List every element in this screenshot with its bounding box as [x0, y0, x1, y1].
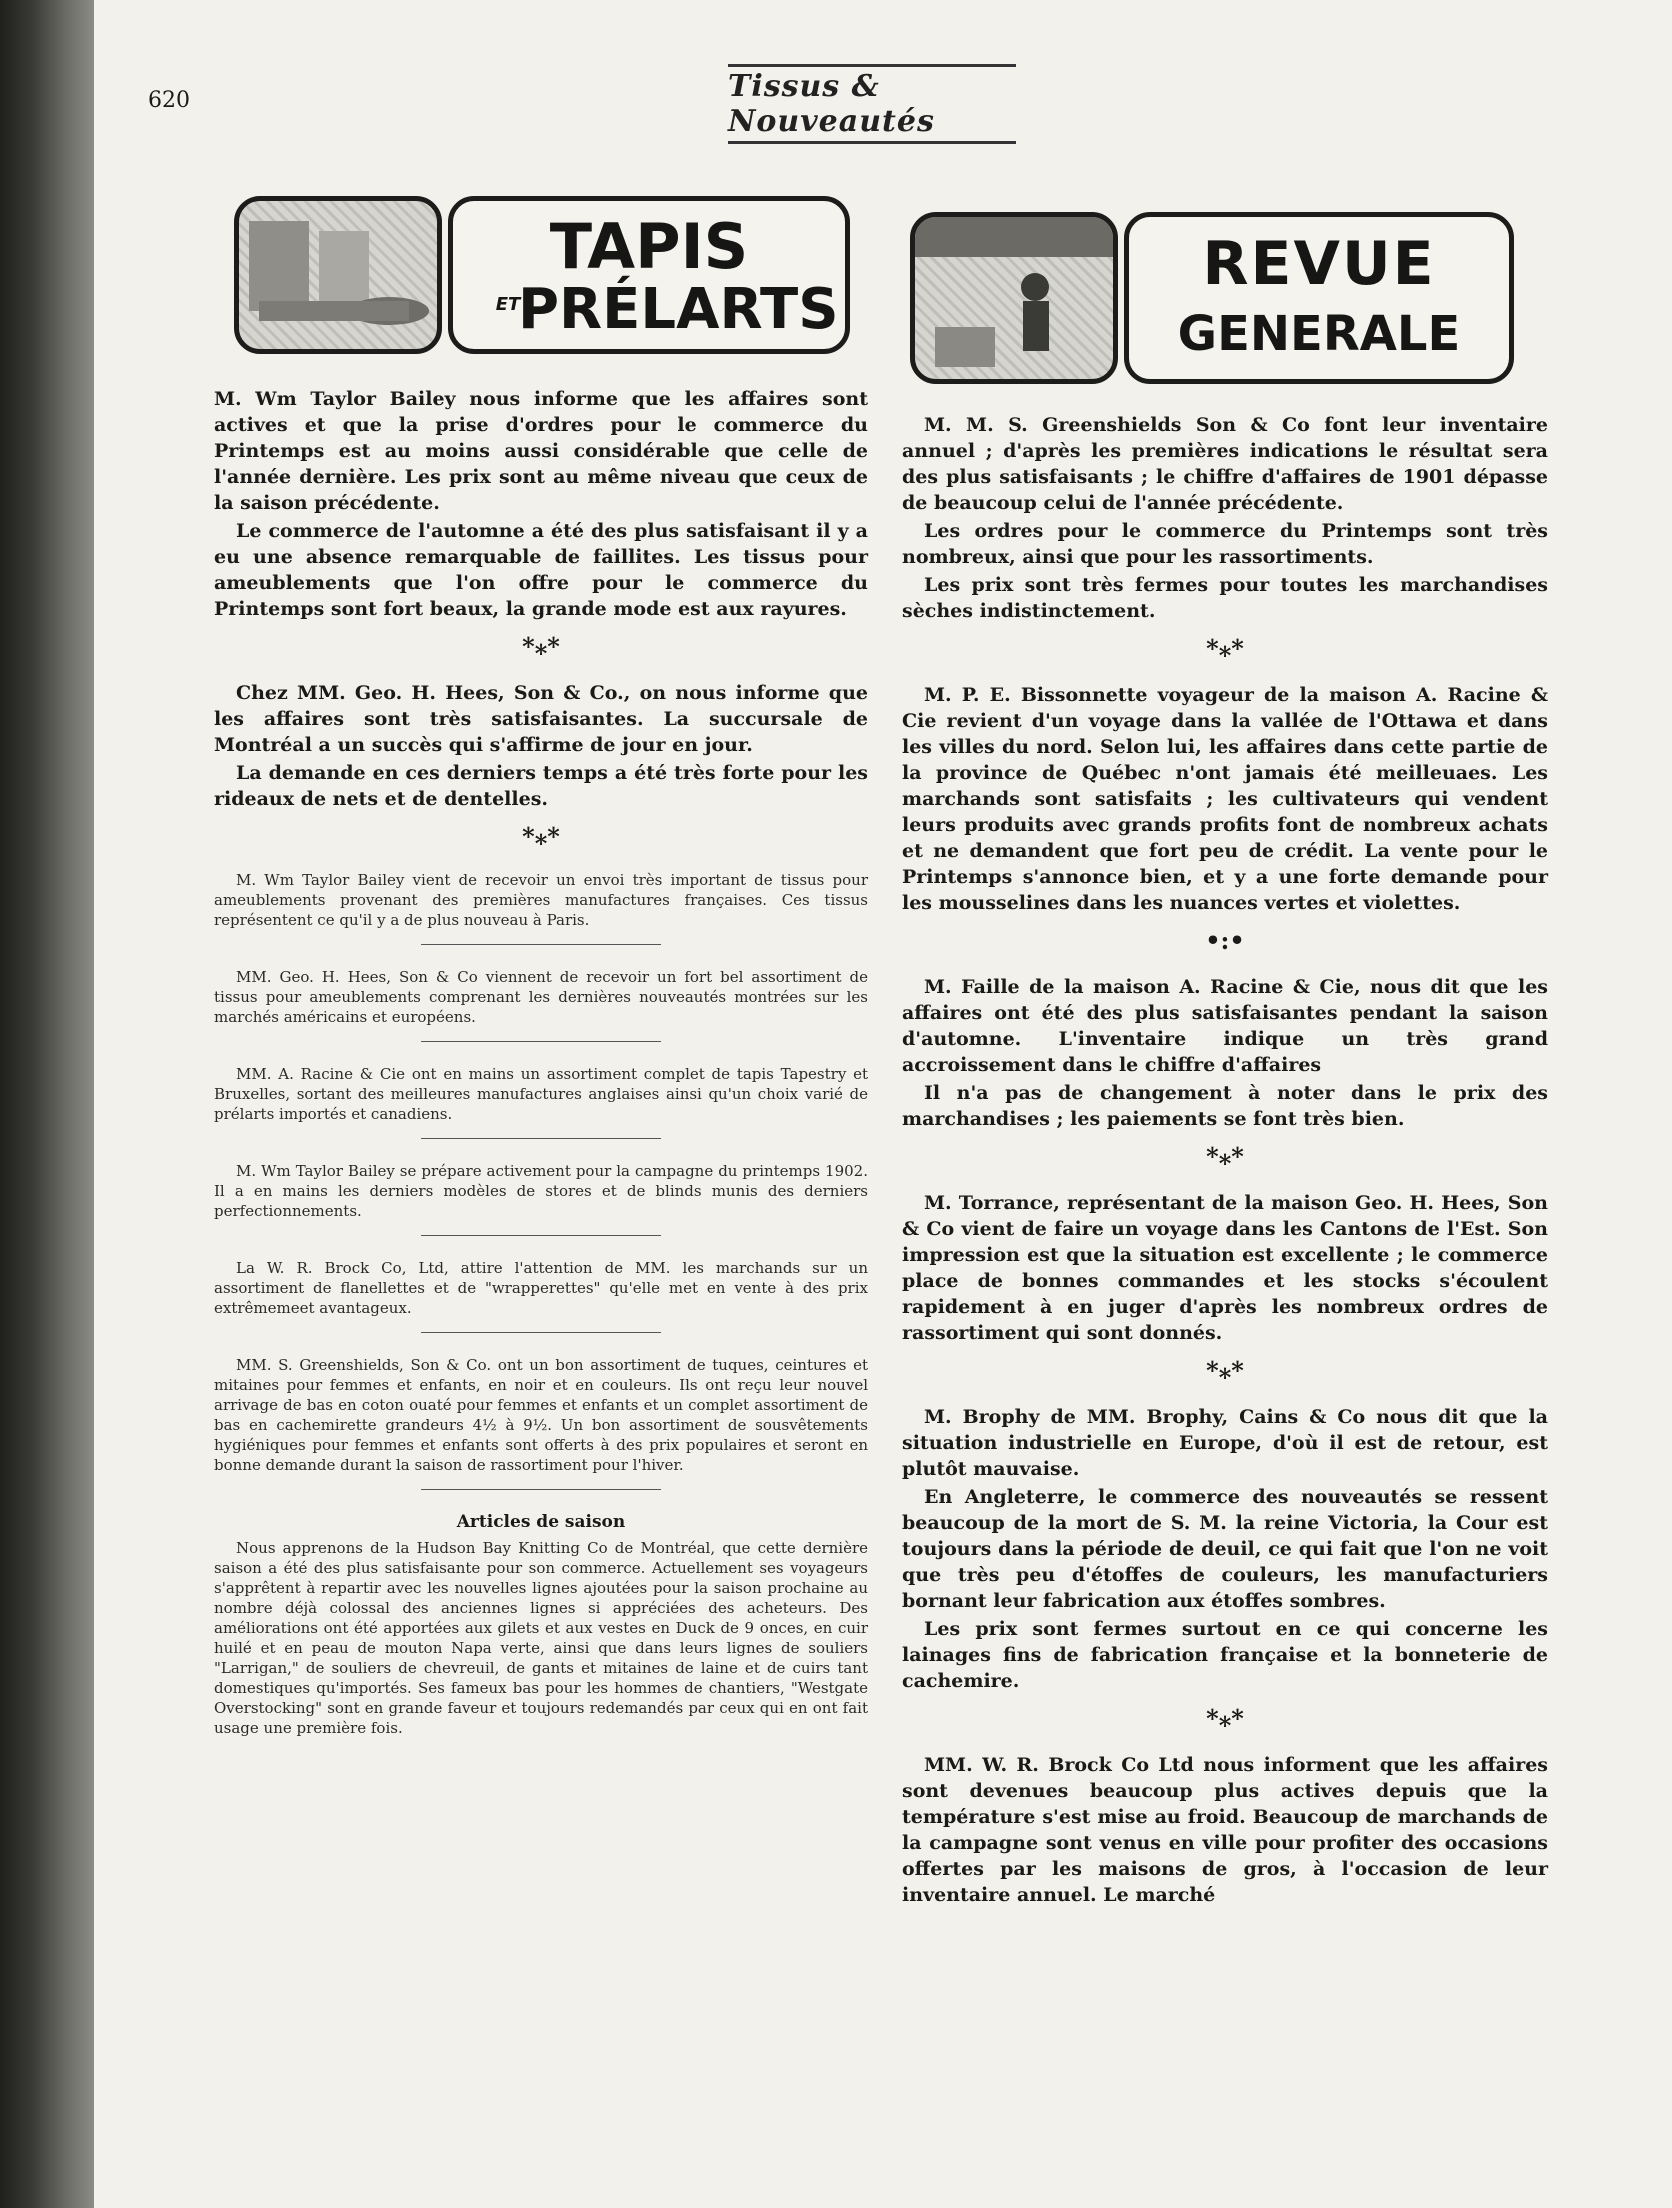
worker-icon	[915, 217, 1113, 379]
news-item: M. Wm Taylor Bailey vient de recevoir un envoi très important de tissus pour ameublements provenant des premières manufactures françaises. Ces tissus représentent ce qu'il y a de plus nouveau à Paris.	[214, 871, 868, 929]
paragraph: M. Faille de la maison A. Racine & Cie, nous dit que les affaires ont été des plus satisfaisantes pendant la saison d'automne. L'inventaire indique un très grand accroissement dans le chiffre d'affaires	[902, 976, 1548, 1076]
paragraph: Le commerce de l'automne a été des plus satisfaisant il y a eu une absence remarquable de faillites. Les tissus pour ameublements que l'on offre pour le commerce du Printemps sont fort beaux, la grande mode est aux rayures.	[214, 520, 868, 620]
asterism-ornament: *⁎*	[522, 632, 560, 661]
paragraph: Il n'a pas de changement à noter dans le prix des marchandises ; les paiements se font très bien.	[902, 1082, 1548, 1130]
paragraph: Les prix sont très fermes pour toutes les marchandises sèches indistinctement.	[902, 574, 1548, 622]
paragraph: Chez MM. Geo. H. Hees, Son & Co., on nous informe que les affaires sont très satisfaisantes. La succursale de Montréal a un succès qui s'affirme de jour en jour.	[214, 682, 868, 756]
divider	[421, 1489, 661, 1490]
news-item: MM. S. Greenshields, Son & Co. ont un bon assortiment de tuques, ceintures et mitaines pour femmes et enfants, en noir et en couleurs. Ils ont reçu leur nouvel arrivage de bas en coton ouaté pour femmes et enfants et un complet assortiment de bas en cachemirette grandeurs 4½ à 9½. Un bon assortiment de sousvêtements hygiéniques pour femmes et enfants sont offerts à des prix populaires et seront en bonne demande durant la saison de rassortiment pour l'hiver.	[214, 1356, 868, 1474]
paragraph: MM. W. R. Brock Co Ltd nous informent que les affaires sont devenues beaucoup plus actives depuis que la température s'est mise au froid. Beaucoup de marchands de la campagne sont venus en ville pour profiter des occasions offertes par les maisons de gros, à l'occasion de leur inventaire annuel. Le marché	[902, 1754, 1548, 1906]
divider	[421, 1332, 661, 1333]
masthead-logo: Tissus & Nouveautés	[728, 64, 1016, 144]
right-column	[902, 412, 1548, 1910]
asterism-ornament: *⁎*	[522, 822, 560, 851]
news-item: M. Wm Taylor Bailey se prépare activement pour la campagne du printemps 1902. Il a en mains les derniers modèles de stores et de blinds munis des derniers perfectionnements.	[214, 1162, 868, 1220]
paragraph: La demande en ces derniers temps a été très forte pour les rideaux de nets et de dentelles.	[214, 762, 868, 810]
shop-worker-illustration	[910, 212, 1118, 384]
news-item: La W. R. Brock Co, Ltd, attire l'attention de MM. les marchands sur un assortiment de flanellettes et de "wrapperettes" qu'elle met en vente à des prix extrêmemeet avantageux.	[214, 1259, 868, 1317]
paragraph: M. M. S. Greenshields Son & Co font leur inventaire annuel ; d'après les premières indications le résultat sera des plus satisfaisants ; le chiffre d'affaires de 1901 dépasse de beaucoup celui de l'année précédente.	[902, 414, 1548, 514]
asterism-ornament: *⁎*	[1206, 1356, 1244, 1385]
divider	[421, 1235, 661, 1236]
page-number: 620	[148, 88, 190, 113]
paragraph: En Angleterre, le commerce des nouveautés se ressent beaucoup de la mort de S. M. la reine Victoria, la Cour est toujours dans la période de deuil, ce qui fait que l'on ne voit que très peu d'étoffes de couleurs, les manufacturiers bornant leur fabrication aux étoffes sombres.	[902, 1486, 1548, 1612]
book-spine-edge	[0, 0, 94, 2208]
news-item: MM. Geo. H. Hees, Son & Co viennent de recevoir un fort bel assortiment de tissus pour ameublements comprenant les dernières nouveautés montrées sur les marchés américains et européens.	[214, 968, 868, 1026]
paragraph: Les prix sont fermes surtout en ce qui concerne les lainages fins de fabrication française et la bonneterie de cachemire.	[902, 1618, 1548, 1692]
et-label: ET	[495, 294, 521, 315]
paragraph: M. P. E. Bissonnette voyageur de la maison A. Racine & Cie revient d'un voyage dans la vallée de l'Ottawa et dans les villes du nord. Selon lui, les affaires dans cette partie de la province de Québec n'ont jamais été meilleuaes. Les marchands sont satisfaits ; les cultivateurs qui vendent leurs produits avec grands profits font de nombreux achats et ne demandent que fort peu de crédit. La vente pour le Printemps s'annonce bien, et y a une forte demande pour les mousselines dans les nuances vertes et violettes.	[902, 684, 1548, 914]
asterism-ornament: *⁎*	[1206, 634, 1244, 663]
carpet-rolls-icon	[239, 201, 437, 349]
divider	[421, 1041, 661, 1042]
left-column	[214, 386, 868, 1738]
asterism-ornament: *⁎*	[1206, 1142, 1244, 1171]
generale-title: GENERALE	[1177, 306, 1461, 362]
news-item: Nous apprenons de la Hudson Bay Knitting Co de Montréal, que cette dernière saison a été des plus satisfaisante pour son commerce. Actuellement ses voyageurs s'apprêtent à repartir avec les nouvelles lignes ajoutées pour la saison prochaine au nombre déjà colossal des anciennes lignes si appréciées des acheteurs. Des améliorations ont été apportées aux gilets et aux vestes en Duck de 9 onces, en cuir huilé et en peau de mouton Napa verte, ainsi que dans leurs lignes de souliers "Larrigan," de souliers de chevreuil, de gants et mitaines de laine et de cuirs tant domestiques qu'importés. Ses fameux bas pour les hommes de chantiers, "Westgate Overstocking" sont en grande faveur et toujours redemandés par ceux qui en ont fait usage une première fois.	[214, 1539, 868, 1737]
divider	[421, 944, 661, 945]
divider	[421, 1138, 661, 1139]
revue-title: REVUE	[1202, 229, 1436, 299]
carpet-shop-illustration	[234, 196, 442, 354]
paragraph: M. Torrance, représentant de la maison Geo. H. Hees, Son & Co vient de faire un voyage dans les Cantons de l'Est. Son impression est que la situation est excellente ; le commerce place de bonnes commandes et les stocks s'écoulent rapidement à en juger d'après les nombreux ordres de rassortiment qui sont donnés.	[902, 1192, 1548, 1344]
tapis-title: TAPIS	[549, 210, 749, 283]
paragraph: M. Wm Taylor Bailey nous informe que les affaires sont actives et que la prise d'ordres pour le commerce du Printemps est au moins aussi considérable que celle de l'année dernière. Les prix sont au même niveau que ceux de la saison précédente.	[214, 388, 868, 514]
paragraph: Les ordres pour le commerce du Printemps sont très nombreux, ainsi que pour les rassortiments.	[902, 520, 1548, 568]
news-item: MM. A. Racine & Cie ont en mains un assortiment complet de tapis Tapestry et Bruxelles, sortant des meilleures manufactures anglaises ainsi qu'un choix varié de prélarts importés et canadiens.	[214, 1065, 868, 1123]
prelarts-title: PRÉLARTS	[518, 277, 839, 342]
asterism-ornament: *⁎*	[1206, 1704, 1244, 1733]
section-subheading: Articles de saison	[456, 1512, 626, 1532]
paragraph: M. Brophy de MM. Brophy, Cains & Co nous dit que la situation industrielle en Europe, d'où il est de retour, est plutôt mauvaise.	[902, 1406, 1548, 1480]
dot-ornament: •:•	[1205, 926, 1245, 955]
